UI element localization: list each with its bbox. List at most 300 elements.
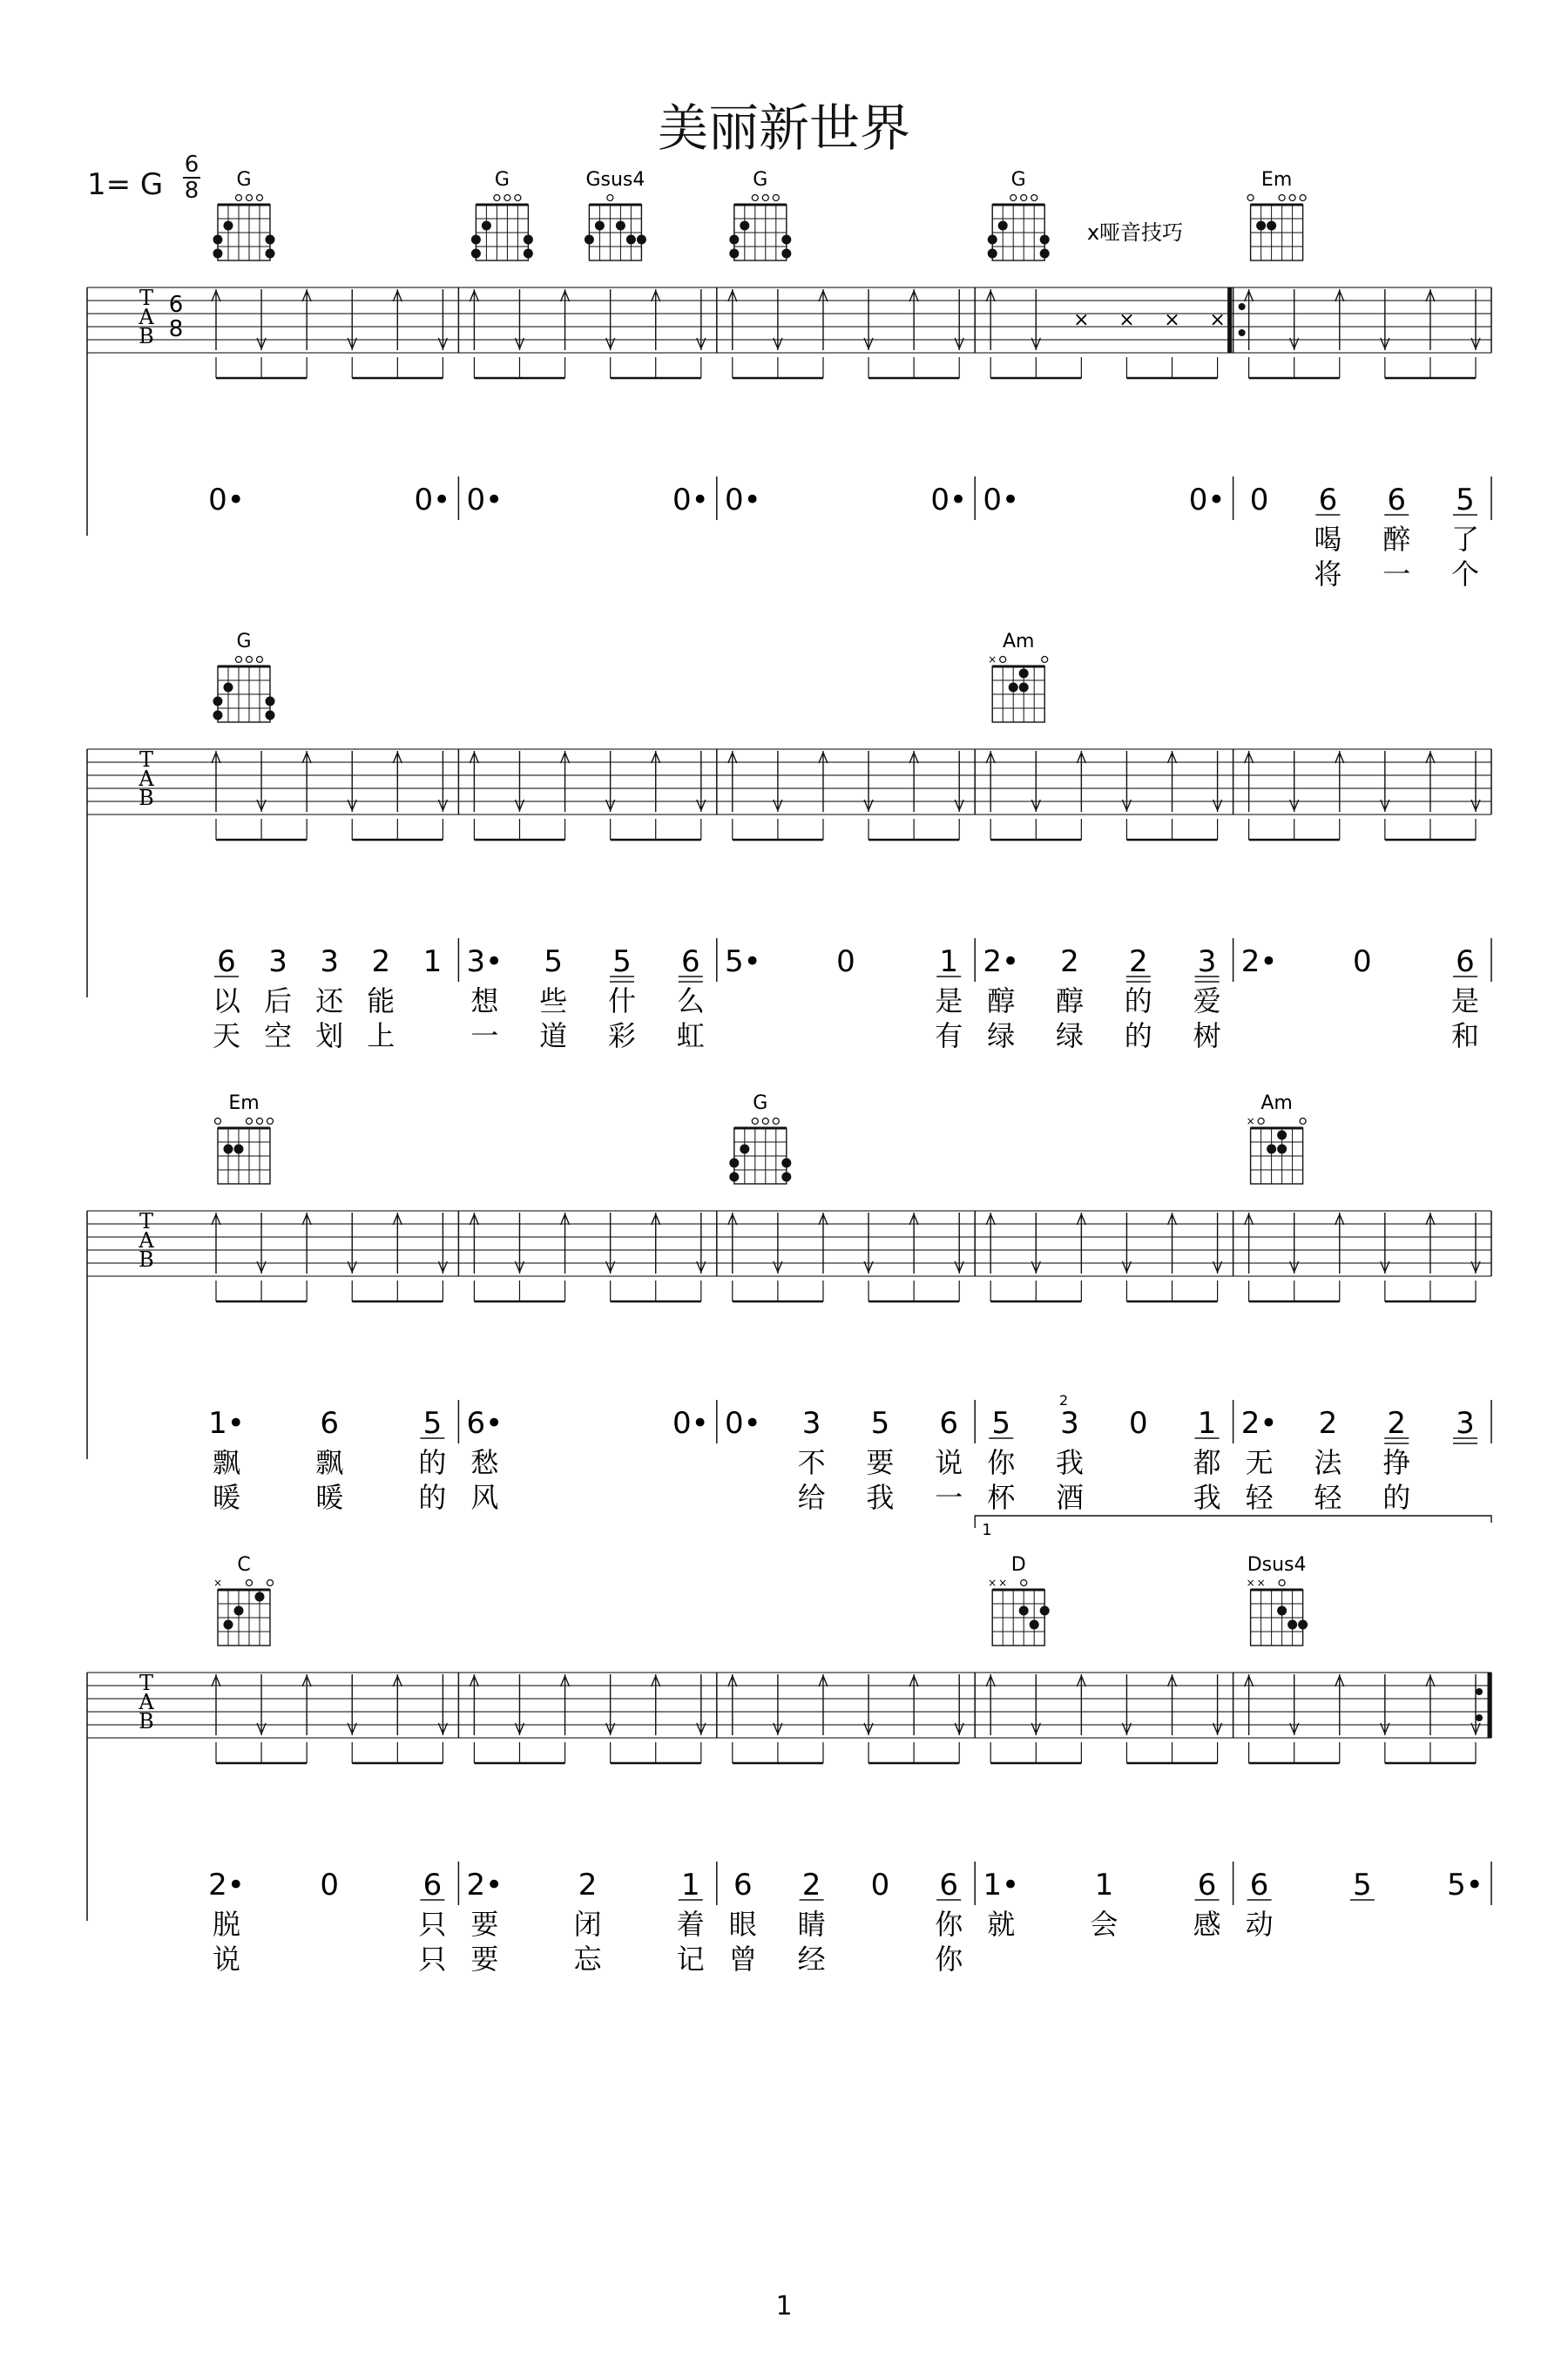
chord-dot: [224, 1145, 233, 1154]
song-title: 美丽新世界: [657, 98, 910, 158]
open-string-mark: [267, 1119, 274, 1125]
chord-dot: [740, 1145, 749, 1154]
chord-dot: [781, 249, 791, 259]
lyric-verse-2: 要: [470, 1943, 499, 1976]
repeat-dot: [1476, 1688, 1483, 1695]
bar-3: [725, 1092, 975, 1514]
bar-5: [1241, 1092, 1491, 1514]
muted-string-mark: ×: [988, 653, 997, 666]
jianpu-note: 1: [1094, 1868, 1114, 1903]
open-string-mark: [247, 1119, 253, 1125]
volta-bracket: [975, 1516, 1491, 1528]
chord-dot: [1288, 1620, 1297, 1630]
jianpu-note: 5: [1352, 1868, 1372, 1903]
muted-string-mark: ×: [213, 1577, 223, 1589]
bar-3: [725, 169, 975, 520]
lyric-verse-1: 会: [1090, 1908, 1119, 1941]
jianpu-note: 0•: [208, 483, 245, 517]
chord-dot: [781, 235, 791, 245]
chord-name: Em: [1260, 169, 1293, 191]
jianpu-note: 5: [991, 1406, 1011, 1441]
jianpu-note: 0•: [983, 483, 1020, 517]
open-string-mark: [1031, 195, 1037, 201]
lyric-verse-1: 要: [470, 1908, 499, 1941]
jianpu-note: 3: [1060, 1406, 1079, 1441]
chord-dot: [729, 249, 739, 259]
chord-dot: [988, 249, 997, 259]
lyric-verse-2: 说: [212, 1943, 241, 1976]
chord-dot: [1040, 1606, 1050, 1616]
chord-dot: [1277, 1606, 1287, 1616]
lyric-verse-2: 一: [935, 1481, 963, 1514]
chord-name: G: [236, 631, 252, 652]
lyric-verse-2: 我: [1193, 1481, 1221, 1514]
open-string-mark: [247, 1580, 253, 1586]
jianpu-note: 0•: [724, 1406, 761, 1441]
lyric-verse-2: 忘: [573, 1943, 602, 1976]
lyric-verse-1: 闭: [573, 1908, 602, 1941]
lyric-verse-1: 醉: [1382, 523, 1411, 556]
lyric-verse-1: 你: [935, 1908, 963, 1941]
tab-clef-letter: A: [139, 767, 154, 791]
jianpu-note: 5: [544, 944, 564, 979]
bar-2: [467, 1211, 717, 1514]
bar-2: [467, 169, 717, 520]
bar-4: [983, 169, 1233, 520]
open-string-mark: [215, 1119, 221, 1125]
lyric-verse-2: 空: [264, 1019, 293, 1052]
open-string-mark: [504, 195, 510, 201]
jianpu-note: 0•: [672, 483, 709, 517]
chord-dot: [266, 697, 275, 706]
open-string-mark: [236, 657, 242, 663]
lyric-verse-1: 的: [1124, 984, 1152, 1017]
lyric-verse-1: 什: [607, 984, 637, 1017]
chord-dot: [266, 235, 275, 245]
jianpu-note: 5: [422, 1406, 443, 1441]
open-string-mark: [257, 1119, 263, 1125]
chord-dot: [1019, 669, 1029, 679]
open-string-mark: [1000, 657, 1006, 663]
jianpu-note: 6: [1197, 1868, 1217, 1903]
chord-dot: [213, 235, 223, 245]
lyric-verse-1: 睛: [797, 1908, 826, 1941]
chord-dot: [213, 697, 223, 706]
jianpu-note: 2: [1318, 1406, 1338, 1441]
lyric-verse-2: 一: [1382, 558, 1411, 591]
jianpu-note: 1: [939, 944, 959, 979]
key-signature: 1= G: [87, 167, 164, 202]
lyric-verse-2: 绿: [987, 1019, 1016, 1052]
lyric-verse-1: 法: [1314, 1446, 1342, 1479]
jianpu-note: 5: [870, 1406, 890, 1441]
jianpu-note: 2: [1060, 944, 1079, 979]
muted-string-mark: ×: [988, 1577, 997, 1589]
chord-dot: [998, 221, 1008, 231]
lyric-verse-2: 的: [1382, 1481, 1411, 1514]
jianpu-note: 1: [1197, 1406, 1217, 1441]
tab-clef-letter: B: [139, 1247, 154, 1272]
bar-3: [725, 749, 975, 1052]
open-string-mark: [1300, 1119, 1306, 1125]
lyric-verse-1: 不: [797, 1446, 826, 1479]
jianpu-note: 6: [217, 944, 236, 979]
jianpu-note: 3: [1456, 1406, 1475, 1441]
jianpu-note: 0•: [466, 483, 504, 517]
lyric-verse-1: 能: [367, 984, 395, 1017]
jianpu-note: 6: [422, 1868, 443, 1903]
jianpu-note: 2•: [466, 1868, 504, 1903]
repeat-dot: [1239, 329, 1246, 336]
lyric-verse-2: 你: [935, 1943, 963, 1976]
lyric-verse-2: 杯: [987, 1481, 1016, 1514]
jianpu-note: 2•: [1240, 1406, 1278, 1441]
jianpu-note: 6: [1387, 483, 1407, 517]
chord-dot: [224, 221, 233, 231]
open-string-mark: [607, 195, 613, 201]
bar-1: [208, 169, 458, 520]
chord-dot: [482, 221, 491, 231]
technique-note: x哑音技巧: [1086, 220, 1184, 245]
chord-dot: [1267, 1145, 1276, 1154]
lyric-verse-1: 了: [1450, 523, 1480, 556]
chord-dot: [1040, 249, 1050, 259]
lyric-verse-2: 风: [470, 1481, 499, 1514]
lyric-verse-1: 我: [1055, 1446, 1085, 1479]
chord-dot: [637, 235, 646, 245]
lyric-verse-2: 有: [935, 1019, 963, 1052]
bar-2: [467, 749, 717, 1052]
mute-x-mark: ×: [1119, 309, 1135, 331]
muted-string-mark: ×: [1246, 1115, 1255, 1127]
chord-dot: [524, 249, 533, 259]
open-string-mark: [247, 657, 253, 663]
lyric-verse-1: 么: [676, 984, 705, 1017]
open-string-mark: [1021, 195, 1027, 201]
system-3: [87, 1092, 1491, 1539]
jianpu-note: 1: [422, 944, 443, 979]
time-signature: [183, 152, 200, 203]
chord-dot: [616, 221, 625, 231]
lyric-verse-1: 无: [1245, 1446, 1274, 1479]
lyric-verse-2: 记: [676, 1943, 705, 1976]
lyric-verse-1: 些: [539, 984, 568, 1017]
lyric-verse-2: 只: [418, 1943, 447, 1976]
open-string-mark: [773, 195, 779, 201]
jianpu-note: 6: [939, 1406, 959, 1441]
lyric-verse-1: 是: [1450, 984, 1480, 1017]
bar-5: [1241, 749, 1491, 1052]
lyric-verse-1: 眼: [728, 1908, 757, 1941]
bar-5: [1230, 169, 1491, 591]
lyric-verse-2: 给: [797, 1481, 826, 1514]
open-string-mark: [1021, 1580, 1027, 1586]
chord-dot: [988, 235, 997, 245]
chord-dot: [1277, 1145, 1287, 1154]
repeat-dot: [1239, 303, 1246, 310]
chord-dot: [1277, 1131, 1287, 1140]
chord-dot: [524, 235, 533, 245]
jianpu-note: 5•: [724, 944, 761, 979]
tab-clef-letter: T: [139, 1671, 154, 1695]
lyric-verse-1: 脱: [212, 1908, 241, 1941]
chord-dot: [729, 1159, 739, 1168]
open-string-mark: [762, 195, 768, 201]
lyric-verse-2: 道: [539, 1019, 568, 1052]
lyric-verse-1: 醇: [987, 984, 1016, 1017]
chord-dot: [224, 683, 233, 693]
jianpu-note: 0: [1249, 483, 1269, 517]
open-string-mark: [494, 195, 500, 201]
jianpu-note: 0•: [1188, 483, 1226, 517]
chord-dot: [234, 1145, 244, 1154]
jianpu-note: 0•: [930, 483, 968, 517]
jianpu-note: 1: [680, 1868, 700, 1903]
jianpu-note: 6•: [466, 1406, 504, 1441]
jianpu-note: 6: [1456, 944, 1475, 979]
jianpu-note: 3•: [466, 944, 504, 979]
open-string-mark: [1247, 195, 1254, 201]
jianpu-note: 0: [1128, 1406, 1148, 1441]
lyric-verse-1: 飘: [212, 1446, 241, 1479]
chord-dot: [266, 249, 275, 259]
muted-string-mark: ×: [1246, 1577, 1255, 1589]
lyric-verse-1: 动: [1245, 1908, 1274, 1941]
lyric-verse-2: 轻: [1245, 1481, 1274, 1514]
tab-clef-letter: A: [139, 305, 154, 329]
lyric-verse-1: 想: [470, 984, 499, 1017]
open-string-mark: [1279, 195, 1285, 201]
chord-name: D: [1010, 1554, 1026, 1576]
jianpu-note: 6: [320, 1406, 340, 1441]
lyric-verse-1: 是: [935, 984, 963, 1017]
lyric-verse-2: 曾: [728, 1943, 757, 1976]
lyric-verse-1: 都: [1193, 1446, 1221, 1479]
page-number: 1: [775, 2291, 793, 2322]
bar-5: [1245, 1554, 1491, 1941]
jianpu-note: 2: [1387, 1406, 1407, 1441]
chord-dot: [213, 711, 223, 720]
jianpu-note: 1•: [983, 1868, 1020, 1903]
chord-dot: [1040, 235, 1050, 245]
jianpu-note: 1•: [208, 1406, 245, 1441]
chord-name: Dsus4: [1247, 1554, 1307, 1576]
lyric-verse-1: 你: [987, 1446, 1016, 1479]
tab-time-bottom: 8: [168, 316, 184, 342]
bar-4: [983, 631, 1233, 1052]
chord-name: Em: [228, 1092, 260, 1114]
open-string-mark: [752, 1119, 758, 1125]
lyric-verse-1: 的: [418, 1446, 447, 1479]
chord-dot: [626, 235, 636, 245]
chord-name: G: [753, 1092, 768, 1114]
jianpu-note: 5: [612, 944, 632, 979]
chord-name: C: [237, 1554, 251, 1576]
jianpu-note: 3: [320, 944, 340, 979]
tab-clef-letter: A: [139, 1690, 154, 1714]
jianpu-note: 0: [1352, 944, 1372, 979]
jianpu-note: 0•: [724, 483, 761, 517]
chord-dot: [234, 1606, 244, 1616]
bar-4: [983, 1554, 1233, 1941]
chord-dot: [213, 249, 223, 259]
system-1: [87, 169, 1491, 591]
open-string-mark: [773, 1119, 779, 1125]
jianpu-note: 6: [733, 1868, 753, 1903]
open-string-mark: [1258, 1119, 1264, 1125]
lyric-verse-1: 着: [676, 1908, 705, 1941]
jianpu-note: 5•: [1447, 1868, 1484, 1903]
lyric-verse-2: 虹: [676, 1019, 705, 1052]
jianpu-note: 6: [1318, 483, 1338, 517]
repeat-dot: [1476, 1714, 1483, 1721]
muted-string-mark: ×: [998, 1577, 1008, 1589]
chord-dot: [1030, 1620, 1039, 1630]
lyric-verse-1: 感: [1193, 1908, 1221, 1941]
lyric-verse-2: 的: [1124, 1019, 1152, 1052]
tab-clef-letter: T: [139, 747, 154, 772]
jianpu-note: 0: [320, 1868, 340, 1903]
bar-1: [208, 1092, 458, 1514]
chord-dot: [740, 221, 749, 231]
jianpu-note: 6: [939, 1868, 959, 1903]
lyric-verse-1: 就: [987, 1908, 1016, 1941]
tab-clef-letter: B: [139, 324, 154, 348]
bar-1: [212, 631, 458, 1052]
chord-name: G: [1010, 169, 1026, 191]
chord-dot: [729, 1173, 739, 1182]
open-string-mark: [247, 195, 253, 201]
open-string-mark: [257, 195, 263, 201]
open-string-mark: [1042, 657, 1048, 663]
jianpu-note: 0: [870, 1868, 890, 1903]
mute-x-mark: ×: [1209, 309, 1226, 331]
lyric-verse-1: 以: [212, 984, 241, 1017]
tab-clef-letter: T: [139, 1209, 154, 1233]
open-string-mark: [257, 657, 263, 663]
lyric-verse-2: 绿: [1055, 1019, 1085, 1052]
open-string-mark: [1010, 195, 1017, 201]
chord-dot: [781, 1173, 791, 1182]
lyric-verse-1: 后: [264, 984, 293, 1017]
lyric-verse-2: 轻: [1314, 1481, 1342, 1514]
lyric-verse-2: 彩: [607, 1019, 637, 1052]
system-4: [87, 1554, 1491, 1976]
time-signature-bottom: 8: [184, 178, 199, 204]
time-signature-top: 6: [184, 152, 199, 178]
chord-dot: [1019, 1606, 1029, 1616]
system-2: [87, 631, 1491, 1052]
jianpu-note: 2: [1128, 944, 1148, 979]
lyric-verse-1: 只: [418, 1908, 447, 1941]
tab-clef-letter: B: [139, 786, 154, 810]
lyric-verse-2: 暖: [315, 1481, 344, 1514]
lyric-verse-2: 酒: [1055, 1481, 1085, 1514]
jianpu-note: 2•: [208, 1868, 245, 1903]
chord-dot: [585, 235, 594, 245]
lyric-verse-1: 醇: [1055, 984, 1085, 1017]
lyric-verse-2: 经: [797, 1943, 826, 1976]
open-string-mark: [515, 195, 521, 201]
chord-dot: [471, 235, 481, 245]
lyric-verse-2: 划: [315, 1019, 344, 1052]
jianpu-note: 3: [268, 944, 287, 979]
tab-clef-letter: A: [139, 1228, 154, 1253]
chord-name: G: [236, 169, 252, 191]
lyric-verse-2: 我: [866, 1481, 895, 1514]
lyric-verse-2: 将: [1314, 558, 1342, 591]
chord-name: G: [753, 169, 768, 191]
jianpu-note: 6: [680, 944, 700, 979]
chord-dot: [266, 711, 275, 720]
volta-label: 1: [982, 1521, 992, 1539]
bar-3: [728, 1673, 975, 1976]
jianpu-note: 2•: [1240, 944, 1278, 979]
lyric-verse-1: 喝: [1314, 523, 1342, 556]
lyric-verse-1: 爱: [1193, 984, 1221, 1017]
open-string-mark: [762, 1119, 768, 1125]
bar-4: [986, 1211, 1233, 1514]
chord-name: G: [494, 169, 510, 191]
tab-clef-letter: B: [139, 1709, 154, 1734]
chord-dot: [1256, 221, 1266, 231]
tab-clef-letter: T: [139, 286, 154, 310]
chord-dot: [729, 235, 739, 245]
jianpu-note: 2: [371, 944, 391, 979]
lyric-verse-2: 上: [367, 1019, 395, 1052]
jianpu-note: 0•: [414, 483, 451, 517]
jianpu-note: 0•: [672, 1406, 709, 1441]
chord-dot: [1009, 683, 1018, 693]
chord-name: Am: [1260, 1092, 1293, 1114]
jianpu-note: 0: [836, 944, 855, 979]
chord-dot: [471, 249, 481, 259]
jianpu-note: 2: [801, 1868, 821, 1903]
chord-dot: [1019, 683, 1029, 693]
jianpu-note: 2: [578, 1868, 598, 1903]
muted-string-mark: ×: [1256, 1577, 1266, 1589]
chord-name: Gsus4: [585, 169, 645, 191]
lyric-verse-2: 天: [212, 1019, 241, 1052]
grace-note: 2: [1059, 1392, 1069, 1409]
mute-x-mark: ×: [1164, 309, 1180, 331]
lyric-verse-2: 个: [1450, 558, 1480, 591]
jianpu-note: 6: [1249, 1868, 1269, 1903]
bar-2: [467, 1673, 717, 1976]
bar-1: [208, 1554, 458, 1976]
lyric-verse-1: 还: [315, 984, 344, 1017]
lyric-verse-1: 飘: [315, 1446, 344, 1479]
jianpu-note: 3: [1197, 944, 1217, 979]
lyric-verse-2: 树: [1193, 1019, 1221, 1052]
mute-x-mark: ×: [1073, 309, 1090, 331]
chord-dot: [781, 1159, 791, 1168]
lyric-verse-2: 一: [470, 1019, 499, 1052]
lyric-verse-1: 说: [935, 1446, 963, 1479]
open-string-mark: [752, 195, 758, 201]
tab-time-top: 6: [168, 292, 184, 318]
chord-dot: [224, 1620, 233, 1630]
open-string-mark: [1300, 195, 1306, 201]
open-string-mark: [236, 195, 242, 201]
lyric-verse-1: 要: [866, 1446, 895, 1479]
chord-dot: [1267, 221, 1276, 231]
jianpu-note: 5: [1456, 483, 1475, 517]
jianpu-note: 2•: [983, 944, 1020, 979]
chord-dot: [595, 221, 605, 231]
lyric-verse-2: 和: [1450, 1019, 1480, 1052]
open-string-mark: [1289, 195, 1295, 201]
